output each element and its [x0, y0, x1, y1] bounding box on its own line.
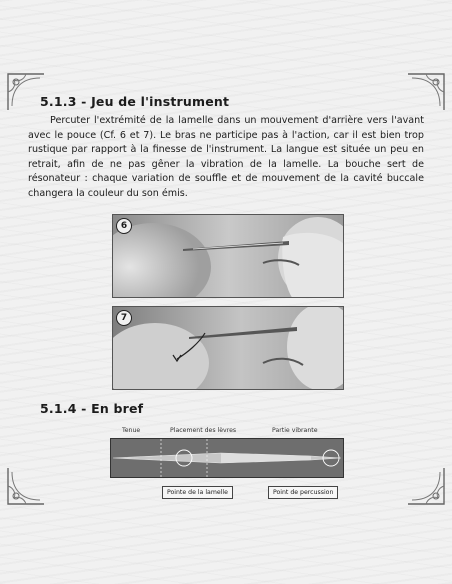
figure-number-badge: 6 — [116, 218, 132, 234]
photo-figure — [112, 214, 344, 298]
corner-ornament — [4, 464, 48, 508]
corner-ornament — [404, 464, 448, 508]
photo-playing-instrument — [113, 215, 344, 298]
label-placement: Placement des lèvres — [170, 427, 237, 434]
corner-ornament — [404, 70, 448, 114]
label-partie-vibrante: Partie vibrante — [272, 427, 318, 434]
figure-number-badge: 7 — [116, 310, 132, 326]
photo-thumb-percussion — [113, 307, 344, 390]
section-heading: 5.1.3 - Jeu de l'instrument — [40, 94, 230, 109]
section-heading: 5.1.4 - En bref — [40, 401, 144, 416]
label-point-percussion: Point de percussion — [268, 486, 338, 499]
photo-figure — [112, 306, 344, 390]
body-paragraph: Percuter l'extrémité de la lamelle dans un mouvement d'arrière vers l'avant avec le pouce (Cf. 6 et 7). Le bras ne participe pas à l'action, car il est bien trop rustique par rapport à la finesse de l'instrument. La langue est située un peu en retrait, afin de ne pas gêner la vibration de la lamelle. La bouche sert de résonateur : chaque variation de souffle et de mouvement de la cavité buccale changera la couleur du son émis. — [28, 115, 424, 199]
instrument-photo — [110, 438, 344, 478]
label-tenue: Tenue — [122, 427, 141, 434]
label-pointe-lamelle: Pointe de la lamelle — [162, 486, 233, 499]
instrument-diagram — [110, 426, 344, 506]
